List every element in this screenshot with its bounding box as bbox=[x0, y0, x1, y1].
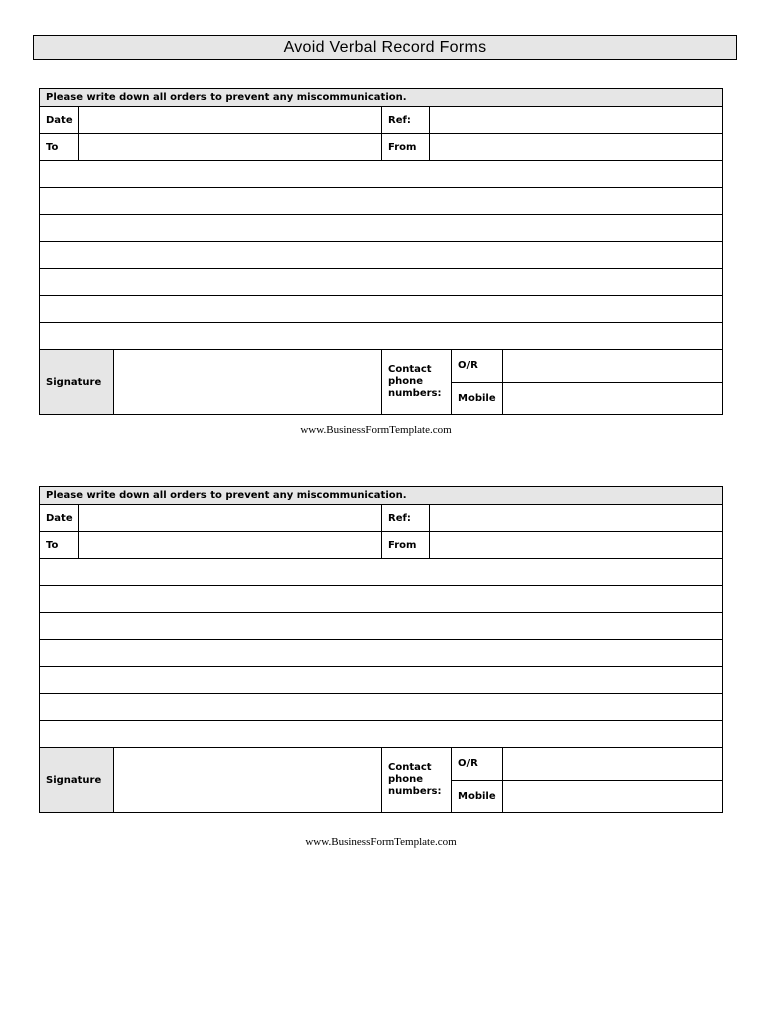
or-row bbox=[452, 748, 722, 781]
message-line[interactable] bbox=[40, 694, 722, 721]
message-line[interactable] bbox=[40, 559, 722, 586]
to-label: To bbox=[40, 134, 79, 160]
to-label: To bbox=[40, 532, 79, 558]
page-title: Avoid Verbal Record Forms bbox=[33, 35, 737, 60]
verbal-record-form-2 bbox=[39, 486, 723, 813]
ref-field[interactable] bbox=[430, 107, 722, 133]
message-line[interactable] bbox=[40, 721, 722, 748]
ref-field[interactable] bbox=[430, 505, 722, 531]
form-instruction: Please write down all orders to prevent any miscommunication. bbox=[40, 487, 722, 505]
or-phone-field[interactable] bbox=[503, 748, 722, 780]
date-ref-row bbox=[40, 107, 722, 134]
footer-url: www.BusinessFormTemplate.com bbox=[305, 836, 457, 848]
or-row bbox=[452, 350, 722, 383]
from-label: From bbox=[382, 134, 430, 160]
signature-field[interactable] bbox=[114, 748, 382, 812]
or-label: O/R bbox=[452, 748, 503, 780]
from-field[interactable] bbox=[430, 532, 722, 558]
ref-label: Ref: bbox=[382, 107, 430, 133]
footer-url: www.BusinessFormTemplate.com bbox=[300, 424, 452, 436]
signature-field[interactable] bbox=[114, 350, 382, 414]
message-line[interactable] bbox=[40, 242, 722, 269]
phone-numbers bbox=[452, 350, 722, 414]
message-line[interactable] bbox=[40, 161, 722, 188]
form-instruction: Please write down all orders to prevent any miscommunication. bbox=[40, 89, 722, 107]
mobile-row bbox=[452, 383, 722, 415]
ref-label: Ref: bbox=[382, 505, 430, 531]
message-line[interactable] bbox=[40, 613, 722, 640]
message-line[interactable] bbox=[40, 296, 722, 323]
contact-phone-label: Contact phone numbers: bbox=[382, 748, 452, 812]
date-field[interactable] bbox=[79, 107, 382, 133]
from-label: From bbox=[382, 532, 430, 558]
or-label: O/R bbox=[452, 350, 503, 382]
signature-label: Signature bbox=[40, 748, 114, 812]
message-line[interactable] bbox=[40, 269, 722, 296]
date-ref-row bbox=[40, 505, 722, 532]
mobile-label: Mobile bbox=[452, 383, 503, 415]
signature-row bbox=[40, 350, 722, 414]
message-line[interactable] bbox=[40, 188, 722, 215]
signature-label: Signature bbox=[40, 350, 114, 414]
date-field[interactable] bbox=[79, 505, 382, 531]
signature-row bbox=[40, 748, 722, 812]
mobile-row bbox=[452, 781, 722, 813]
from-field[interactable] bbox=[430, 134, 722, 160]
mobile-phone-field[interactable] bbox=[503, 781, 722, 813]
message-line[interactable] bbox=[40, 667, 722, 694]
or-phone-field[interactable] bbox=[503, 350, 722, 382]
message-line[interactable] bbox=[40, 586, 722, 613]
message-line[interactable] bbox=[40, 640, 722, 667]
contact-phone-label: Contact phone numbers: bbox=[382, 350, 452, 414]
verbal-record-form-1 bbox=[39, 88, 723, 415]
to-from-row bbox=[40, 134, 722, 161]
to-from-row bbox=[40, 532, 722, 559]
date-label: Date bbox=[40, 107, 79, 133]
mobile-label: Mobile bbox=[452, 781, 503, 813]
message-line[interactable] bbox=[40, 323, 722, 350]
message-line[interactable] bbox=[40, 215, 722, 242]
to-field[interactable] bbox=[79, 532, 382, 558]
to-field[interactable] bbox=[79, 134, 382, 160]
phone-numbers bbox=[452, 748, 722, 812]
mobile-phone-field[interactable] bbox=[503, 383, 722, 415]
date-label: Date bbox=[40, 505, 79, 531]
